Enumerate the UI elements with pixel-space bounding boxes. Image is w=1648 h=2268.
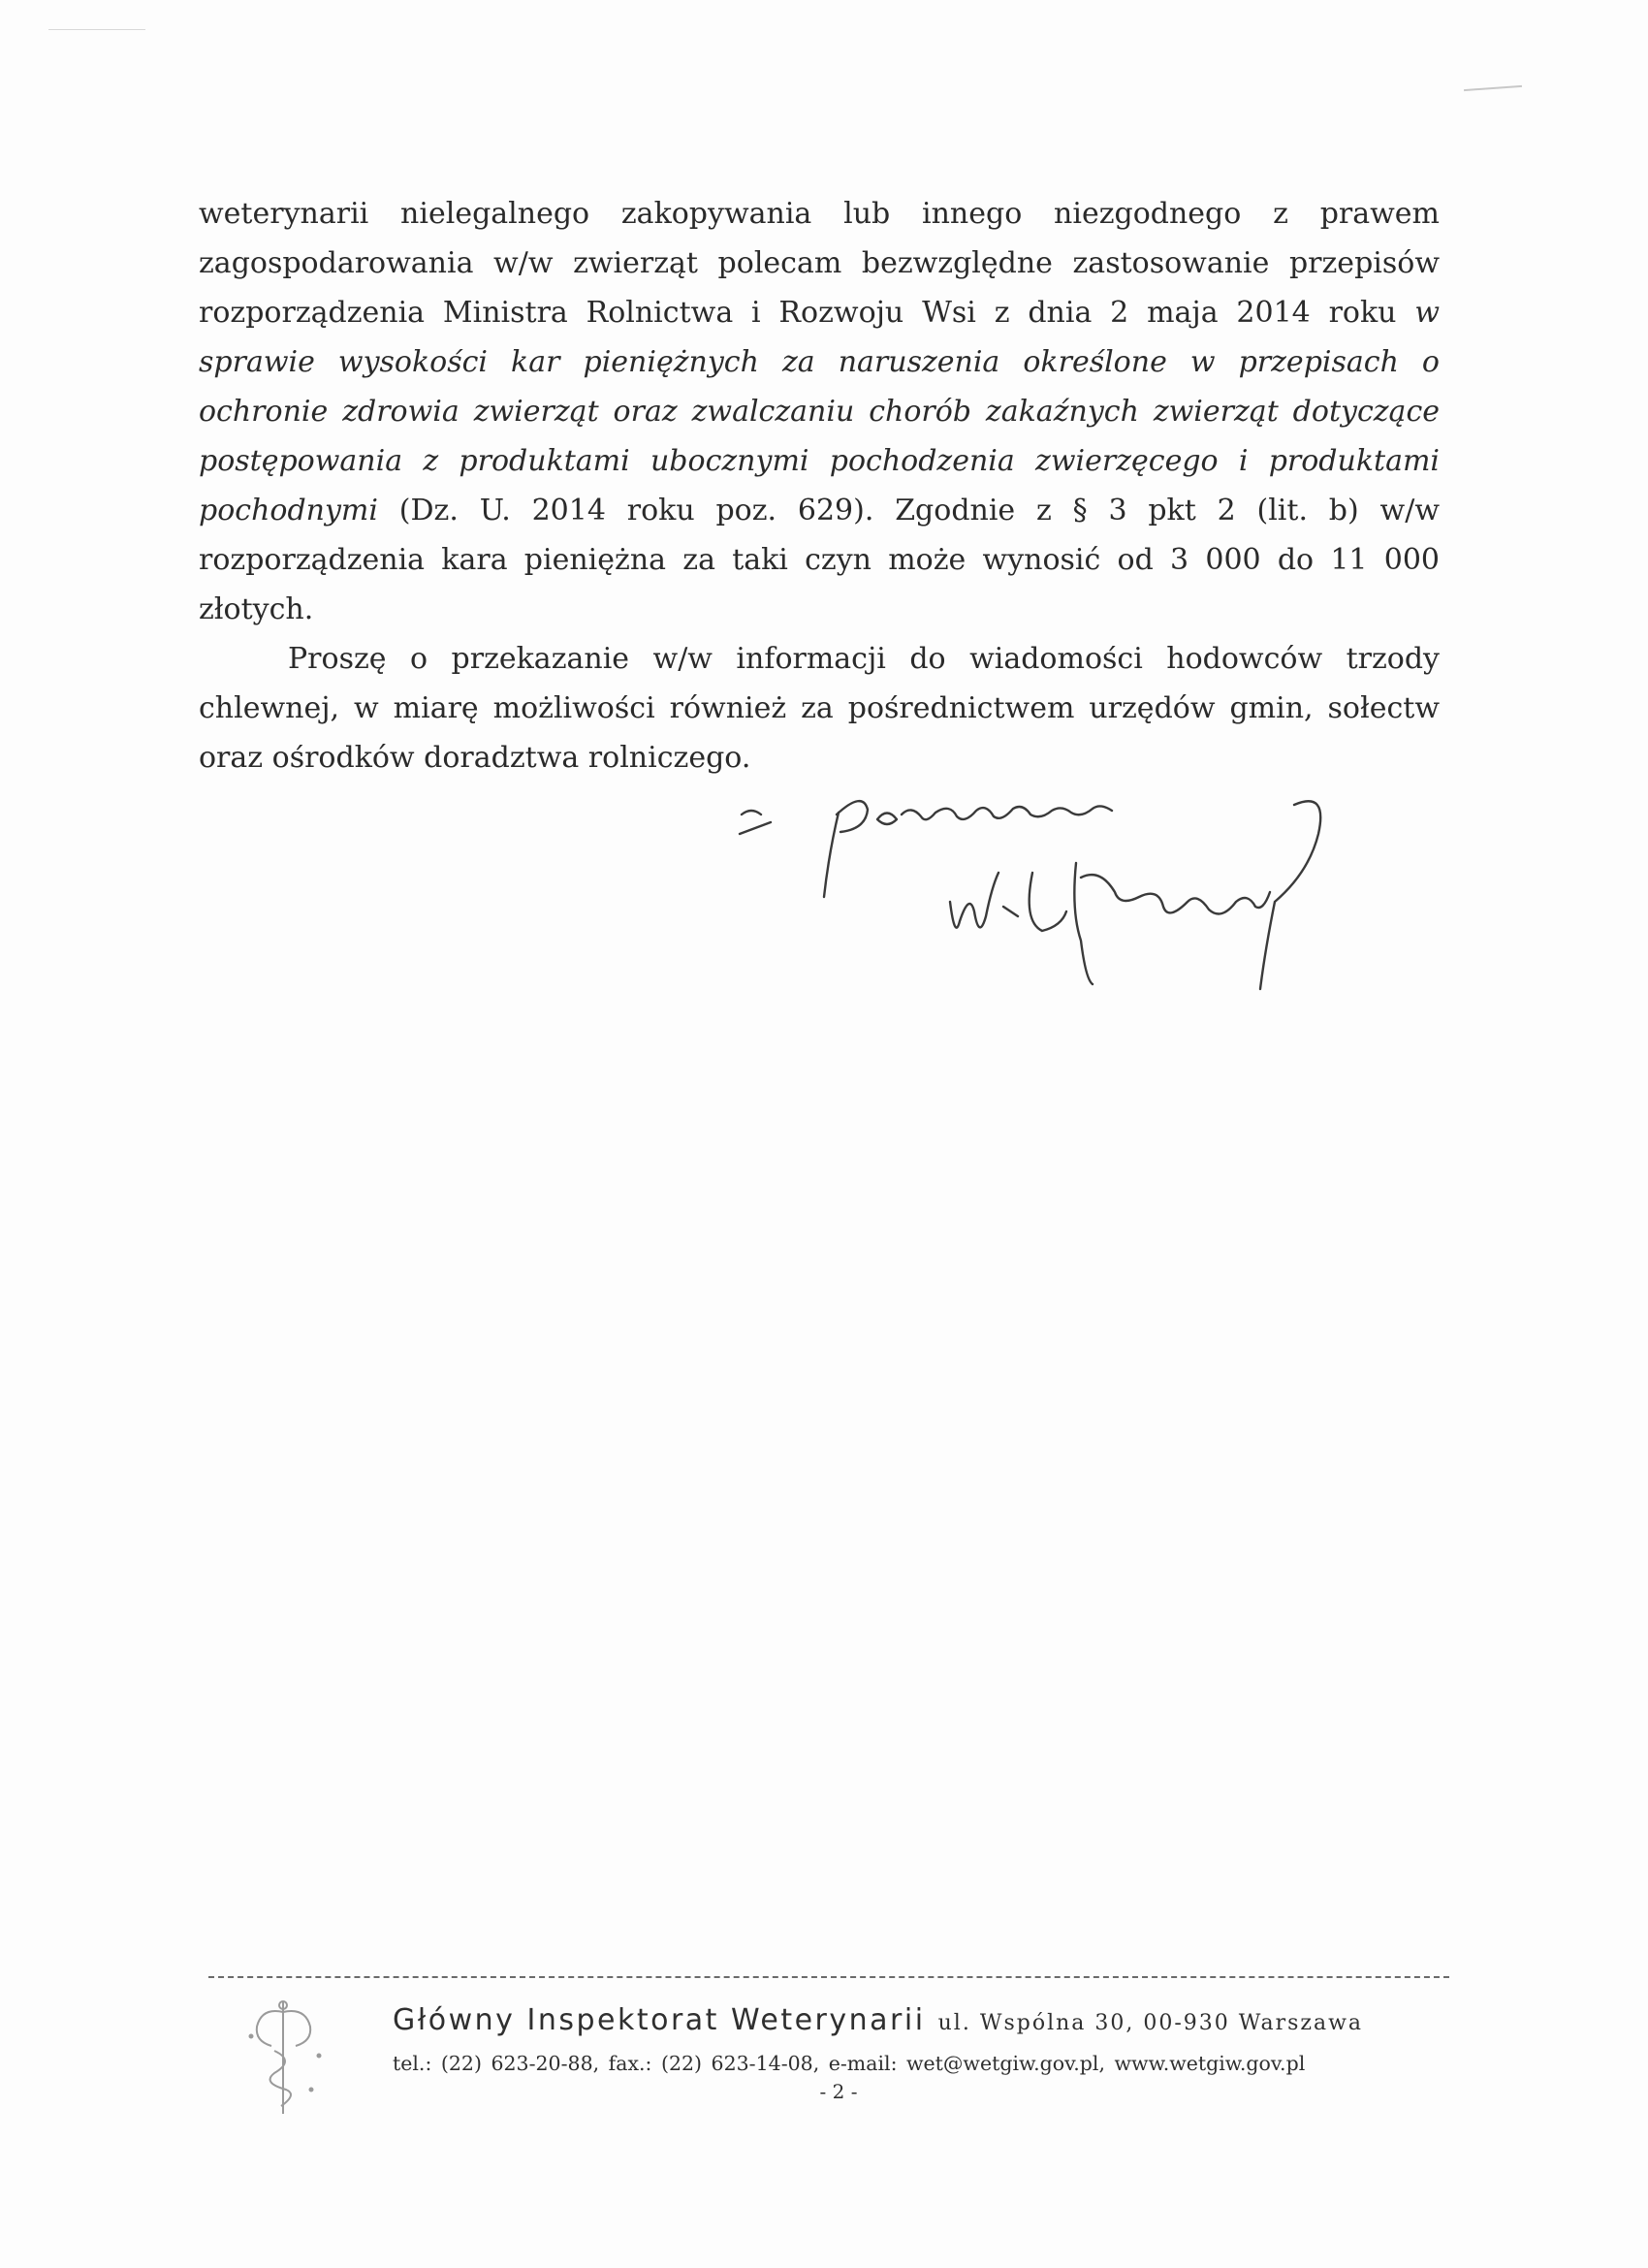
regulation-title: w sprawie wysokości kar pieniężnych za naruszenia określone w przepisach o ochronie zdrowia zwierząt oraz zwalczaniu chorób zakaźnych zwierząt dotyczące postępowania z produktami ubocznymi pochodzenia zwierzęcego i produktami pochodnymi (199, 296, 1440, 527)
scan-artifact (48, 29, 145, 30)
paragraph-penalties-part3: (Dz. U. 2014 roku poz. 629). Zgodnie z § 3 pkt 2 (lit. b) w/w rozporządzenia kara pieniężna za taki czyn może wynosić od 3 000 do 11 000 złotych. (199, 494, 1440, 626)
footer-organization-line (393, 2003, 1363, 2037)
letter-body (199, 189, 1440, 783)
scan-artifact (1464, 85, 1522, 91)
paragraph-penalties (199, 189, 1440, 634)
organization-address: ul. Wspólna 30, 00-930 Warszawa (937, 2011, 1364, 2035)
footer-divider (208, 1976, 1449, 1978)
organization-name: Główny Inspektorat Weterynarii (393, 2003, 926, 2037)
paragraph-request: Proszę o przekazanie w/w informacji do wiadomości hodowców trzody chlewnej, w miarę możliwości również za pośrednictwem urzędów gmin, sołectw oraz ośrodków doradztwa rolniczego. (199, 642, 1440, 775)
veterinary-caduceus-icon (238, 1997, 330, 2119)
page-number: - 2 - (819, 2080, 858, 2103)
handwritten-signature (732, 785, 1362, 1008)
footer-contact-line: tel.: (22) 623-20-88, fax.: (22) 623-14-08, e-mail: wet@wetgiw.gov.pl, www.wetgiw.gov.pl (393, 2052, 1306, 2075)
paragraph-penalties-part1: weterynarii nielegalnego zakopywania lub innego niezgodnego z prawem zagospodarowania w/w zwierząt polecam bezwzględne zastosowanie przepisów rozporządzenia Ministra Rolnictwa i Rozwoju Wsi z dnia 2 maja 2014 roku (199, 197, 1440, 330)
